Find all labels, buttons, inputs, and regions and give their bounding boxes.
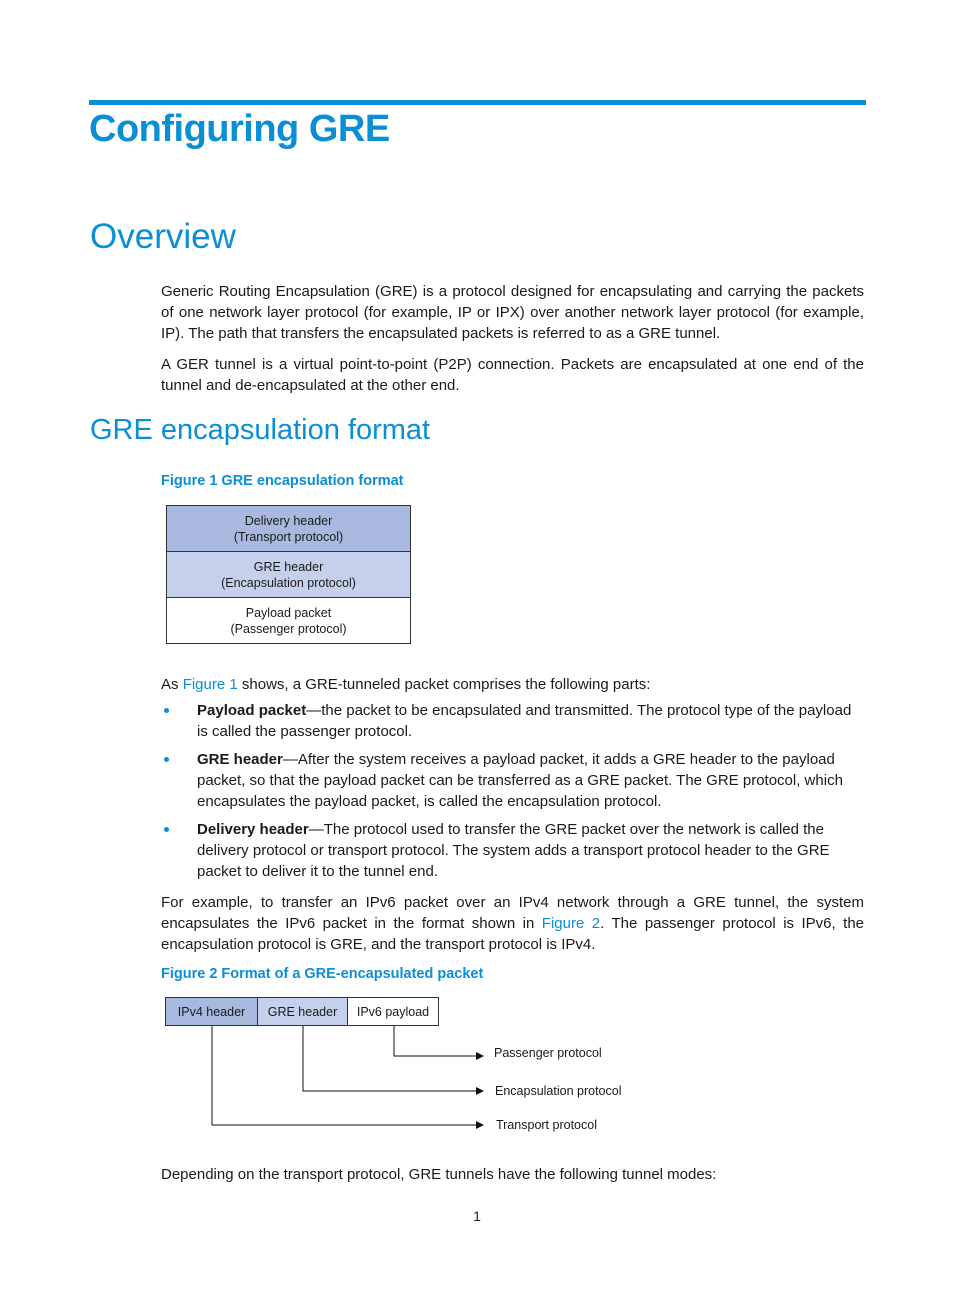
chapter-rule: [89, 100, 866, 105]
list-item: [161, 749, 864, 812]
example-text: For example, to transfer an IPv6 packet over an IPv4 network through a GRE tunnel, the system encapsulates the IPv6 packet in the format shown in: [161, 894, 864, 932]
layer-subtitle: (Encapsulation protocol): [221, 575, 356, 590]
figure2-packet-format: [165, 997, 645, 1137]
chapter-title: Configuring GRE: [89, 108, 390, 150]
bullet-icon: [164, 757, 169, 762]
layer-title: Payload packet: [245, 605, 332, 620]
figure1-encapsulation-stack: [166, 505, 411, 644]
bullet-text: —the packet to be encapsulated and transmitted. The protocol type of the payload is called the passenger protocol.: [197, 702, 852, 740]
gre-header-cell: GRE header: [258, 998, 348, 1025]
encapsulation-connector: [303, 1026, 483, 1091]
figure2-caption: Figure 2 Format of a GRE-encapsulated packet: [161, 966, 484, 982]
page-number: 1: [473, 1208, 481, 1224]
bullet-icon: [164, 708, 169, 713]
overview-paragraph-1: Generic Routing Encapsulation (GRE) is a protocol designed for encapsulating and carrying the packets of one network layer protocol (for example, IP or IPX) over another network layer protocol (for example, IP). The path that transfers the encapsulated packets is referred to as a GRE tunnel.: [161, 283, 864, 342]
bullet-term: GRE header: [197, 751, 283, 768]
intro-text: As: [161, 676, 183, 693]
ipv4-header-cell: IPv4 header: [166, 998, 258, 1025]
overview-heading: Overview: [90, 217, 236, 256]
figure1-caption: Figure 1 GRE encapsulation format: [161, 473, 404, 489]
passenger-connector: [394, 1026, 483, 1056]
layer-title: GRE header: [253, 559, 324, 574]
transport-connector: [212, 1026, 483, 1125]
ipv6-payload-cell: IPv6 payload: [348, 998, 438, 1025]
packet-cells: [165, 997, 439, 1026]
intro-text: shows, a GRE-tunneled packet comprises the following parts:: [237, 676, 651, 693]
example-paragraph: [161, 892, 864, 955]
delivery-header-layer: [167, 506, 410, 552]
list-item: [161, 700, 864, 742]
figure1-link[interactable]: Figure 1: [182, 676, 238, 693]
payload-packet-layer: [167, 598, 410, 643]
bullet-term: Delivery header: [197, 821, 309, 838]
bullet-icon: [164, 827, 169, 832]
gre-format-heading: GRE encapsulation format: [90, 414, 431, 446]
example-text: . The passenger protocol is IPv6, the encapsulation protocol is GRE, and the transport protocol is IPv4.: [161, 915, 865, 953]
bullet-text: —The protocol used to transfer the GRE packet over the network is called the delivery protocol or transport protocol. The system adds a transport protocol header to the GRE packet to deliver it to the tunnel end.: [197, 821, 830, 880]
figure1-intro: [161, 674, 864, 695]
passenger-protocol-label: Passenger protocol: [494, 1046, 602, 1060]
bullet-text: —After the system receives a payload packet, it adds a GRE header to the payload packet, so that the payload packet can be transferred as a GRE packet. The GRE protocol, which encapsulates the payload packet, is called the encapsulation protocol.: [197, 751, 843, 810]
packet-parts-list: [161, 700, 864, 889]
encapsulation-protocol-label: Encapsulation protocol: [495, 1084, 622, 1098]
figure2-link[interactable]: Figure 2: [541, 915, 601, 932]
layer-title: Delivery header: [244, 513, 333, 528]
overview-paragraph-2: A GER tunnel is a virtual point-to-point (P2P) connection. Packets are encapsulated at one end of the tunnel and de-encapsulated at the other end.: [161, 356, 864, 394]
gre-header-layer: [167, 552, 410, 598]
list-item: [161, 819, 864, 882]
tunnel-modes-intro: Depending on the transport protocol, GRE tunnels have the following tunnel modes:: [161, 1166, 717, 1183]
layer-subtitle: (Passenger protocol): [230, 621, 347, 636]
bullet-term: Payload packet: [197, 702, 307, 719]
transport-protocol-label: Transport protocol: [496, 1118, 597, 1132]
layer-subtitle: (Transport protocol): [233, 529, 344, 544]
